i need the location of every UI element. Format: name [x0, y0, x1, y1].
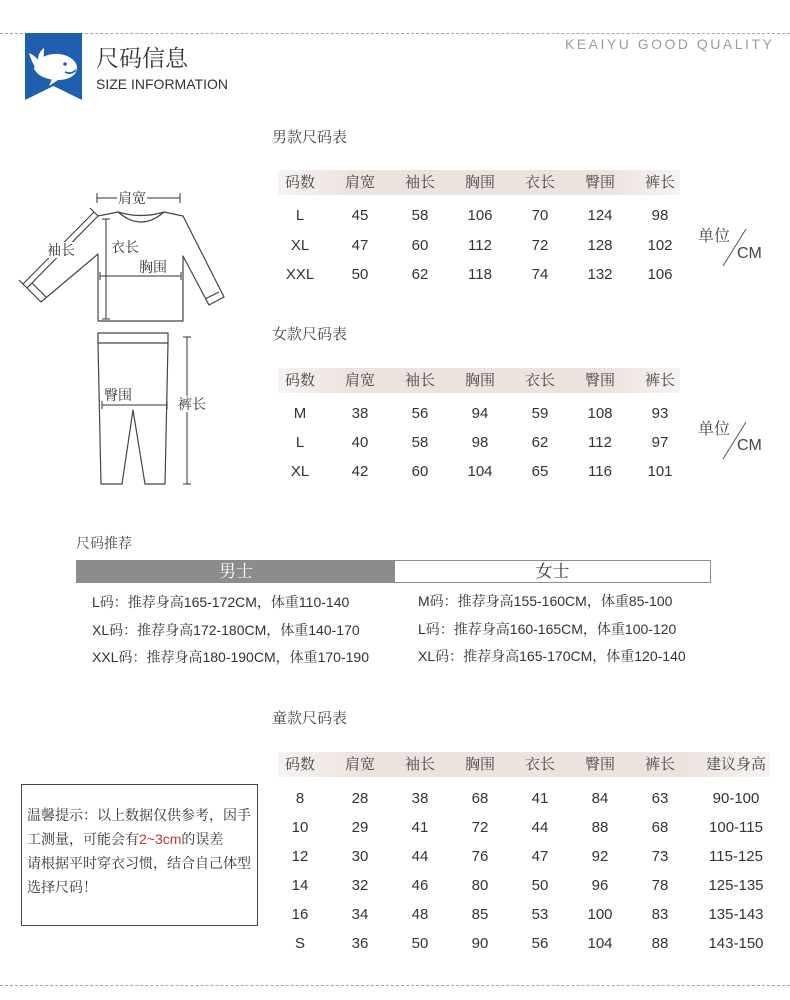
page-title: 尺码信息 — [96, 45, 188, 71]
recommend-title: 尺码推荐 — [76, 535, 132, 551]
chest-cell: 85 — [471, 905, 489, 923]
pants-waistband — [98, 333, 168, 343]
kids-table-row — [270, 813, 782, 842]
sleeve-cell: 58 — [411, 207, 429, 225]
sleeve-cell: 60 — [411, 462, 429, 480]
length-cell: 62 — [531, 433, 549, 451]
pants-length-cell: 106 — [647, 266, 673, 284]
hip-cell: 92 — [591, 847, 609, 865]
length-cell: 41 — [531, 789, 549, 807]
kids-table-row — [270, 784, 782, 813]
suggested-height-cell: 135-143 — [708, 905, 764, 923]
men-table-row — [270, 201, 690, 231]
size-cell: 10 — [291, 818, 309, 836]
hip-label: 臀围 — [104, 387, 132, 403]
chest-cell: 104 — [467, 462, 493, 480]
notice-line: 选择尺码！ — [27, 879, 97, 895]
pants-length-cell: 73 — [651, 847, 669, 865]
women-table-title: 女款尺码表 — [272, 326, 348, 343]
hip-cell: 124 — [587, 207, 613, 225]
women-unit-value: CM — [737, 437, 762, 454]
men-table-header — [270, 170, 690, 195]
sleeve-cell: 58 — [411, 433, 429, 451]
women-recommend-item: XL码：推荐身高165-170CM，体重120-140 — [418, 648, 686, 665]
hip-cell: 88 — [591, 818, 609, 836]
col-header-size: 码数 — [284, 756, 315, 773]
chest-cell: 106 — [467, 207, 493, 225]
notice-line: 温馨提示：以上数据仅供参考，因手 — [27, 807, 251, 823]
shoulder-cell: 29 — [351, 818, 369, 836]
women-recommend-item: M码：推荐身高155-160CM，体重85-100 — [418, 593, 673, 610]
women-table-row — [270, 428, 690, 457]
women-label-tab: 女士 — [535, 562, 570, 581]
shoulder-cell: 47 — [351, 236, 369, 254]
size-cell: 8 — [295, 789, 305, 807]
length-cell: 72 — [531, 236, 549, 254]
men-table-row — [270, 260, 690, 290]
women-table-header — [270, 368, 690, 393]
notice-line — [27, 827, 257, 851]
men-recommend-list — [92, 589, 369, 672]
col-header-length: 衣长 — [524, 372, 555, 389]
pants-length-cell: 68 — [651, 818, 669, 836]
hip-cell: 84 — [591, 789, 609, 807]
col-header-hip: 臀围 — [584, 756, 615, 773]
chest-cell: 94 — [471, 404, 489, 422]
size-cell: M — [293, 404, 307, 422]
sleeve-cell: 50 — [411, 934, 429, 952]
men-table-body — [270, 201, 690, 290]
kids-table-body — [270, 784, 782, 958]
length-label: 衣长 — [111, 239, 139, 255]
length-cell: 50 — [531, 876, 549, 894]
chest-cell: 90 — [471, 934, 489, 952]
col-header-sleeve: 袖长 — [404, 174, 435, 191]
size-cell: 14 — [291, 876, 309, 894]
kids-table-row — [270, 900, 782, 929]
col-header-length: 衣长 — [524, 756, 555, 773]
col-header-chest: 胸围 — [464, 756, 495, 773]
pants-outline — [98, 343, 168, 484]
hip-cell: 104 — [587, 934, 613, 952]
shoulder-cell: 45 — [351, 207, 369, 225]
sleeve-cell: 46 — [411, 876, 429, 894]
size-cell: XL — [290, 236, 310, 254]
kids-table-title: 童款尺码表 — [272, 710, 348, 727]
bottom-dashed-divider — [0, 985, 790, 986]
shoulder-label: 肩宽 — [118, 190, 146, 206]
pants-length-cell: 88 — [651, 934, 669, 952]
pants-length-label: 裤长 — [178, 396, 206, 412]
col-header-length: 衣长 — [524, 174, 555, 191]
hip-cell: 116 — [588, 462, 612, 480]
kids-table-header — [270, 752, 782, 777]
hip-cell: 96 — [591, 876, 609, 894]
suggested-height-cell: 115-125 — [709, 847, 763, 865]
men-recommend-item: XL码：推荐身高172-180CM，体重140-170 — [92, 621, 360, 638]
suggested-height-cell: 100-115 — [709, 818, 763, 836]
col-header-pants-length: 裤长 — [644, 372, 675, 389]
chest-cell: 118 — [468, 266, 492, 284]
sleeve-cell: 62 — [411, 266, 429, 284]
col-header-shoulder: 肩宽 — [344, 756, 375, 773]
col-header-chest: 胸围 — [464, 174, 495, 191]
length-cell: 44 — [531, 818, 549, 836]
men-unit-label: 单位 — [698, 228, 731, 245]
notice-error-highlight: 2~3cm — [139, 831, 182, 847]
shirt-outline — [27, 212, 224, 321]
size-cell: 16 — [291, 905, 309, 923]
size-cell: XXL — [285, 266, 315, 284]
size-cell: L — [295, 433, 305, 451]
shirt-cuff-right — [205, 292, 219, 299]
sleeve-cell: 44 — [411, 847, 429, 865]
chest-cell: 98 — [471, 433, 489, 451]
hip-cell: 108 — [587, 404, 613, 422]
sleeve-cell: 60 — [411, 236, 429, 254]
col-header-pants-length: 裤长 — [644, 174, 675, 191]
sleeve-cell: 41 — [411, 818, 429, 836]
notice-text: 的误差 — [181, 831, 224, 847]
length-cell: 47 — [531, 847, 549, 865]
women-table-row — [270, 457, 690, 486]
sleeve-cell: 48 — [411, 905, 429, 923]
col-header-sleeve: 袖长 — [404, 372, 435, 389]
suggested-height-cell: 143-150 — [708, 934, 764, 952]
shoulder-cell: 42 — [351, 462, 369, 480]
size-cell: L — [295, 207, 305, 225]
men-unit-value: CM — [737, 245, 762, 262]
women-recommend-item: L码：推荐身高160-165CM，体重100-120 — [418, 620, 677, 637]
notice-line: 请根据平时穿衣习惯，结合自己体型 — [27, 855, 251, 871]
length-cell: 56 — [531, 934, 549, 952]
pants-length-cell: 78 — [651, 876, 669, 894]
shirt-collar — [118, 212, 164, 216]
suggested-height-cell: 125-135 — [708, 876, 764, 894]
length-cell: 53 — [531, 905, 549, 923]
kids-table-row — [270, 929, 782, 958]
women-table-row — [270, 399, 690, 428]
suggested-height-cell: 90-100 — [712, 789, 760, 807]
pants-length-cell: 102 — [647, 236, 673, 254]
chest-cell: 76 — [471, 847, 489, 865]
sleeve-label: 袖长 — [47, 242, 75, 258]
shoulder-cell: 28 — [351, 789, 369, 807]
pants-length-cell: 98 — [651, 207, 669, 225]
length-cell: 59 — [531, 404, 549, 422]
col-header-shoulder: 肩宽 — [344, 174, 375, 191]
kids-table-row — [270, 842, 782, 871]
col-header-sleeve: 袖长 — [404, 756, 435, 773]
size-cell: 12 — [291, 847, 309, 865]
men-recommend-item: L码：推荐身高165-172CM，体重110-140 — [92, 594, 350, 611]
shoulder-cell: 32 — [351, 876, 369, 894]
notice-box — [21, 784, 258, 926]
women-unit-label: 单位 — [698, 421, 731, 438]
women-recommend-list — [418, 588, 686, 671]
sleeve-cell: 38 — [411, 789, 429, 807]
pants-length-cell: 93 — [651, 404, 669, 422]
chest-cell: 72 — [471, 818, 489, 836]
men-recommend-item: XXL码：推荐身高180-190CM，体重170-190 — [92, 649, 369, 666]
col-header-size: 码数 — [284, 174, 315, 191]
col-header-suggested-height: 建议身高 — [705, 756, 766, 773]
chest-label: 胸围 — [139, 259, 167, 275]
hip-cell: 132 — [587, 266, 613, 284]
chest-cell: 112 — [468, 236, 492, 254]
shoulder-cell: 36 — [351, 934, 369, 952]
col-header-shoulder: 肩宽 — [344, 372, 375, 389]
size-cell: XL — [290, 462, 310, 480]
page-subtitle: SIZE INFORMATION — [96, 76, 228, 92]
shoulder-cell: 50 — [351, 266, 369, 284]
men-table-row — [270, 231, 690, 261]
length-measure-line — [102, 219, 110, 319]
hip-cell: 100 — [587, 905, 613, 923]
hip-cell: 128 — [587, 236, 613, 254]
notice-text: 工测量，可能会有 — [27, 831, 139, 847]
length-cell: 65 — [531, 462, 549, 480]
brand-tagline: KEAIYU GOOD QUALITY — [565, 36, 775, 52]
length-cell: 74 — [531, 266, 549, 284]
women-table-body — [270, 399, 690, 486]
recommend-gender-bar — [76, 560, 711, 583]
pants-length-cell: 97 — [651, 433, 669, 451]
pants-length-cell: 101 — [647, 462, 673, 480]
col-header-pants-length: 裤长 — [644, 756, 675, 773]
length-cell: 70 — [531, 207, 549, 225]
hip-cell: 112 — [588, 433, 612, 451]
shoulder-cell: 30 — [351, 847, 369, 865]
shoulder-cell: 40 — [351, 433, 369, 451]
pants-length-cell: 63 — [651, 789, 669, 807]
chest-cell: 80 — [471, 876, 489, 894]
sleeve-cell: 56 — [411, 404, 429, 422]
chest-cell: 68 — [471, 789, 489, 807]
shoulder-cell: 34 — [351, 905, 369, 923]
men-label-tab: 男士 — [77, 561, 395, 582]
kids-table-row — [270, 871, 782, 900]
pants-length-cell: 83 — [651, 905, 669, 923]
size-cell: S — [294, 934, 305, 952]
col-header-hip: 臀围 — [584, 174, 615, 191]
men-table-title: 男款尺码表 — [272, 129, 348, 146]
col-header-size: 码数 — [284, 372, 315, 389]
col-header-hip: 臀围 — [584, 372, 615, 389]
shoulder-cell: 38 — [351, 404, 369, 422]
col-header-chest: 胸围 — [464, 372, 495, 389]
